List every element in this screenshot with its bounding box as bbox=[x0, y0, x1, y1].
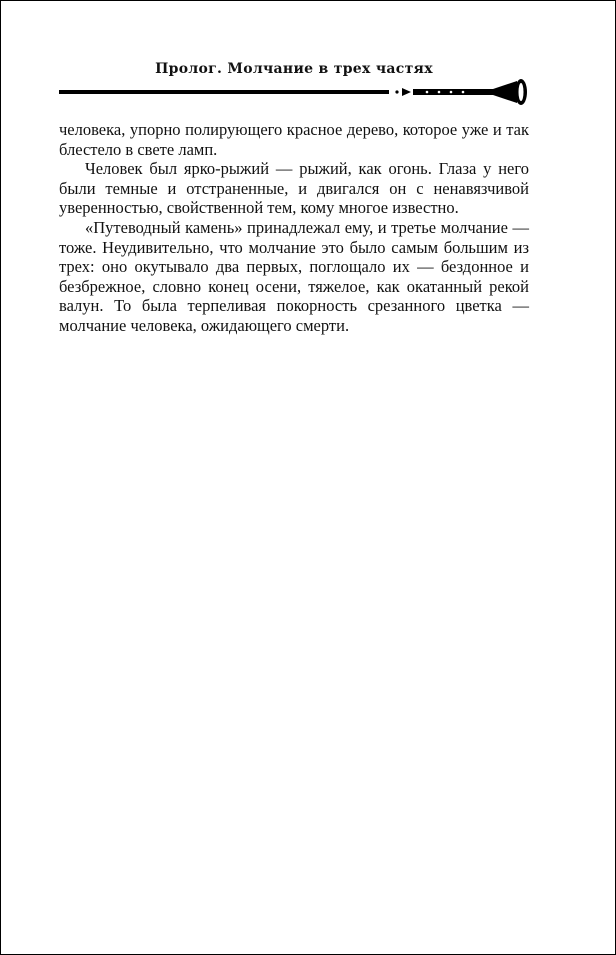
body-text bbox=[59, 120, 529, 336]
flute-rule-icon bbox=[59, 78, 529, 106]
running-head: Пролог. Молчание в трех частях bbox=[155, 61, 433, 77]
paragraph: «Путеводный камень» принадлежал ему, и третье молчание — тоже. Неудивительно, что молчание это было самым большим из трех: оно окутывало два первых, поглощало их — бездонное и безбрежное, словно конец осени, тяжелое, как окатанный рекой валун. То была терпеливая покорность срезанного цветка — молчание человека, ожидающего смерти. bbox=[59, 217, 529, 335]
paragraph: человека, упорно полирующего красное дерево, которое уже и так блестело в свете ламп. bbox=[59, 120, 529, 159]
paragraph: Человек был ярко-рыжий — рыжий, как огонь. Глаза у него были темные и отстраненные, и двигался он с ненавязчивой уверенностью, свойственной тем, кому многое известно. bbox=[59, 159, 529, 218]
